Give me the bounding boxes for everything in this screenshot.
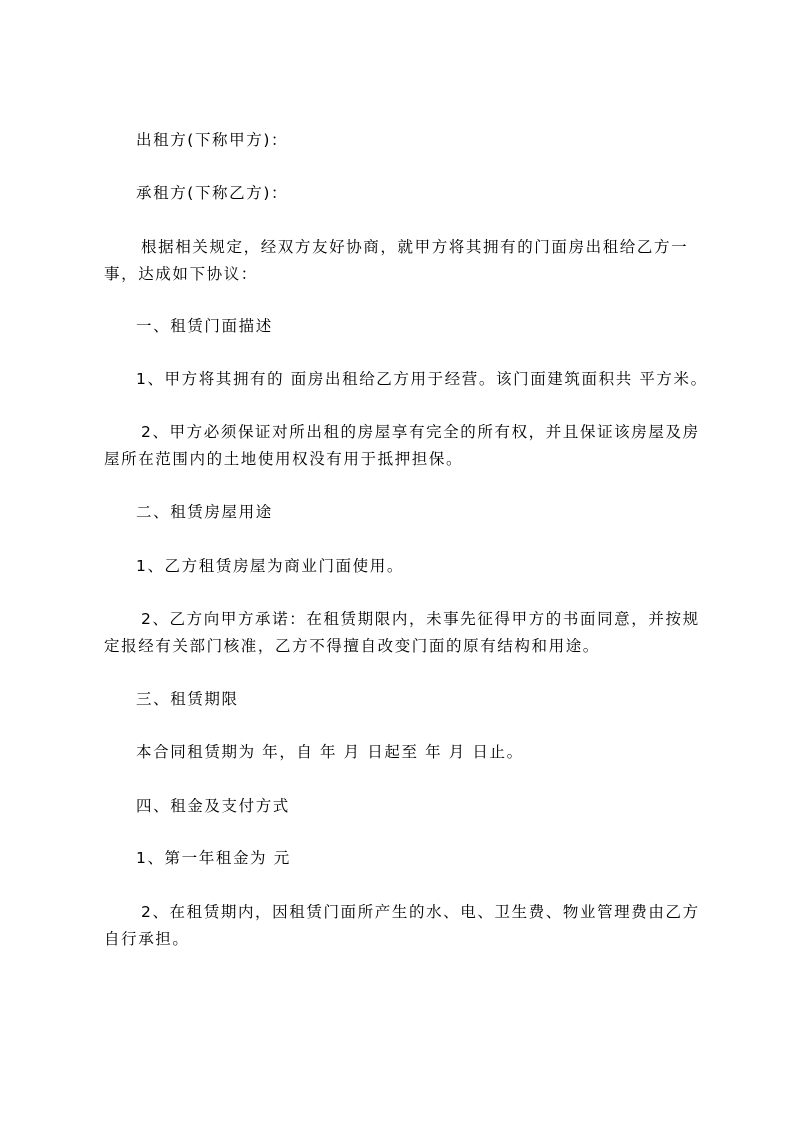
clause-3-term: 本合同租赁期为 年，自 年 月 日起至 年 月 日止。: [136, 743, 524, 761]
clause-4-2: 2、在租赁期内，因租赁门面所产生的水、电、卫生费、物业管理费由乙方自行承担。: [104, 903, 700, 948]
clause-4-1: 1、第一年租金为 元: [136, 849, 291, 867]
section-heading-3: 三、租赁期限: [136, 690, 239, 708]
section-heading-2: 二、租赁房屋用途: [136, 503, 273, 521]
clause-1-2: 2、甲方必须保证对所出租的房屋享有完全的所有权，并且保证该房屋及房屋所在范围内的土地使用权没有用于抵押担保。: [104, 423, 700, 468]
section-heading-4: 四、租金及支付方式: [136, 797, 290, 815]
section-heading-1: 一、租赁门面描述: [136, 317, 273, 335]
clause-1-1: 1、甲方将其拥有的 面房出租给乙方用于经营。该门面建筑面积共 平方米。: [136, 370, 708, 388]
clause-2-2: 2、乙方向甲方承诺：在租赁期限内，未事先征得甲方的书面同意，并按规定报经有关部门核准，乙方不得擅自改变门面的原有结构和用途。: [104, 610, 700, 655]
lessee-line: 承租方(下称乙方)：: [136, 184, 289, 202]
clause-2-1: 1、乙方租赁房屋为商业门面使用。: [136, 557, 404, 575]
preamble-paragraph: 根据相关规定，经双方友好协商，就甲方将其拥有的门面房出租给乙方一事，达成如下协议：: [104, 238, 689, 283]
lessor-line: 出租方(下称甲方)：: [136, 131, 289, 149]
